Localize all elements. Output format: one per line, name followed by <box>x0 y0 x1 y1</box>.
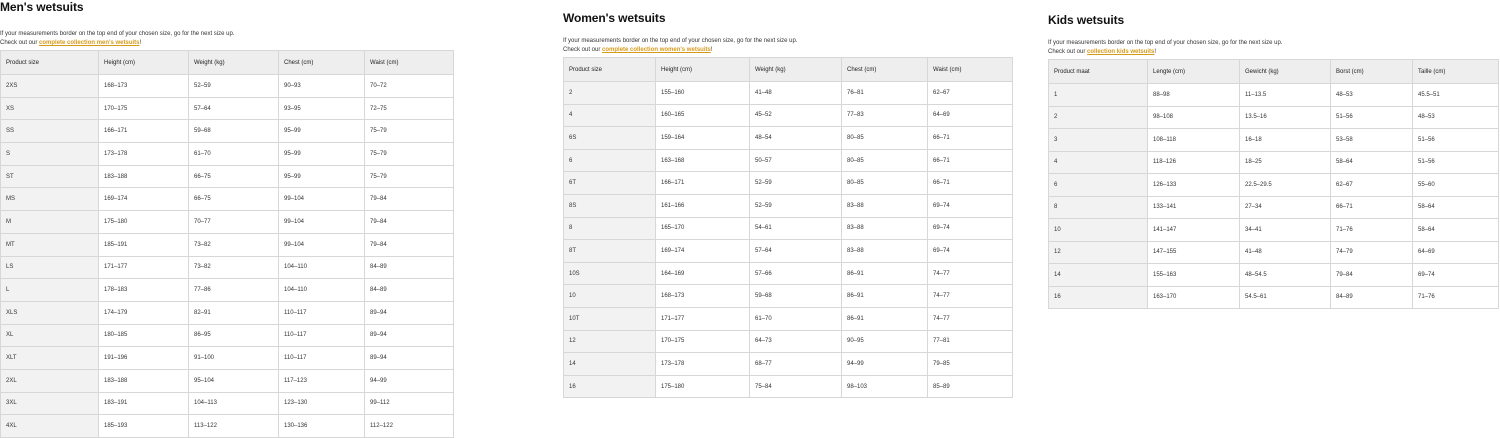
measurement-cell: 94–99 <box>842 353 928 376</box>
measurement-cell: 98–108 <box>1148 106 1240 129</box>
measurement-cell: 99–104 <box>279 233 365 256</box>
measurement-cell: 58–64 <box>1331 151 1413 174</box>
measurement-cell: 74–77 <box>928 307 1013 330</box>
measurement-cell: 55–60 <box>1413 174 1499 197</box>
column-header: Lengte (cm) <box>1148 60 1240 84</box>
measurement-cell: 88–98 <box>1148 84 1240 107</box>
measurement-cell: 160–165 <box>656 104 750 127</box>
measurement-cell: 86–91 <box>842 307 928 330</box>
measurement-cell: 13.5–16 <box>1240 106 1331 129</box>
size-cell: 14 <box>564 353 656 376</box>
measurement-cell: 69–74 <box>928 240 1013 263</box>
column-header: Chest (cm) <box>842 58 928 82</box>
measurement-cell: 99–104 <box>279 211 365 234</box>
column-header: Waist (cm) <box>365 51 454 75</box>
table-row <box>564 330 1013 353</box>
column-header: Product size <box>564 58 656 82</box>
measurement-cell: 104–113 <box>189 392 279 415</box>
table-row <box>564 353 1013 376</box>
table-row <box>564 104 1013 127</box>
table-row <box>1 256 454 279</box>
table-row <box>1 120 454 143</box>
size-cell: 10 <box>564 285 656 308</box>
table-header-row <box>1 51 454 75</box>
measurement-cell: 66–75 <box>189 165 279 188</box>
column-header: Taille (cm) <box>1413 60 1499 84</box>
measurement-cell: 59–68 <box>189 120 279 143</box>
measurement-cell: 77–81 <box>928 330 1013 353</box>
measurement-cell: 113–122 <box>189 415 279 438</box>
column-header: Borst (cm) <box>1331 60 1413 84</box>
measurement-cell: 75–79 <box>365 120 454 143</box>
table-header-row <box>564 58 1013 82</box>
womens-size-table <box>563 57 1013 398</box>
measurement-cell: 82–91 <box>189 301 279 324</box>
measurement-cell: 83–88 <box>842 240 928 263</box>
size-cell: 12 <box>1049 241 1148 264</box>
table-row <box>1 301 454 324</box>
measurement-cell: 183–188 <box>99 165 189 188</box>
column-header: Product size <box>1 51 99 75</box>
size-cell: 3XL <box>1 392 99 415</box>
measurement-cell: 69–74 <box>928 194 1013 217</box>
kids-intro <box>1048 39 1499 57</box>
size-cell: 10T <box>564 307 656 330</box>
measurement-cell: 51–56 <box>1331 106 1413 129</box>
measurement-cell: 171–177 <box>656 307 750 330</box>
measurement-cell: 95–99 <box>279 120 365 143</box>
measurement-cell: 99–104 <box>279 188 365 211</box>
measurement-cell: 104–110 <box>279 256 365 279</box>
measurement-cell: 79–84 <box>365 188 454 211</box>
column-header: Product maat <box>1049 60 1148 84</box>
measurement-cell: 45–52 <box>750 104 842 127</box>
size-cell: 2XL <box>1 369 99 392</box>
measurement-cell: 80–85 <box>842 149 928 172</box>
mens-intro <box>0 30 454 48</box>
measurement-cell: 53–58 <box>1331 129 1413 152</box>
measurement-cell: 89–94 <box>365 347 454 370</box>
measurement-cell: 73–82 <box>189 233 279 256</box>
size-cell: M <box>1 211 99 234</box>
womens-check-line <box>563 46 1013 55</box>
table-row <box>1 279 454 302</box>
measurement-cell: 50–57 <box>750 149 842 172</box>
table-row <box>564 217 1013 240</box>
measurement-cell: 94–99 <box>365 369 454 392</box>
measurement-cell: 84–89 <box>1331 286 1413 309</box>
measurement-cell: 74–77 <box>928 262 1013 285</box>
measurement-cell: 75–84 <box>750 375 842 398</box>
measurement-cell: 69–74 <box>928 217 1013 240</box>
measurement-cell: 52–59 <box>750 172 842 195</box>
measurement-cell: 112–122 <box>365 415 454 438</box>
womens-collection-link[interactable]: complete collection women's wetsuits <box>602 47 711 53</box>
table-row <box>564 127 1013 150</box>
measurement-cell: 173–178 <box>656 353 750 376</box>
measurement-cell: 155–160 <box>656 82 750 105</box>
table-row <box>1 97 454 120</box>
measurement-cell: 95–99 <box>279 165 365 188</box>
measurement-cell: 66–71 <box>1331 196 1413 219</box>
size-cell: 3 <box>1049 129 1148 152</box>
size-cell: 14 <box>1049 264 1148 287</box>
table-row <box>1049 241 1499 264</box>
measurement-cell: 165–170 <box>656 217 750 240</box>
measurement-cell: 57–64 <box>750 240 842 263</box>
measurement-cell: 174–179 <box>99 301 189 324</box>
kids-intro-text: If your measurements border on the top end of your chosen size, go for the next size up. <box>1048 40 1283 46</box>
measurement-cell: 34–41 <box>1240 219 1331 242</box>
table-row <box>564 285 1013 308</box>
measurement-cell: 77–83 <box>842 104 928 127</box>
kids-section <box>1048 13 1499 309</box>
measurement-cell: 104–110 <box>279 279 365 302</box>
size-cell: 16 <box>564 375 656 398</box>
size-cell: LS <box>1 256 99 279</box>
measurement-cell: 48–53 <box>1413 106 1499 129</box>
mens-collection-link[interactable]: complete collection men's wetsuits <box>39 40 140 46</box>
measurement-cell: 54.5–61 <box>1240 286 1331 309</box>
table-row <box>1049 84 1499 107</box>
measurement-cell: 27–34 <box>1240 196 1331 219</box>
measurement-cell: 74–77 <box>928 285 1013 308</box>
measurement-cell: 66–75 <box>189 188 279 211</box>
table-row <box>564 307 1013 330</box>
measurement-cell: 98–103 <box>842 375 928 398</box>
womens-check-prefix: Check out our <box>563 47 603 53</box>
measurement-cell: 70–72 <box>365 75 454 98</box>
measurement-cell: 171–177 <box>99 256 189 279</box>
measurement-cell: 86–91 <box>842 285 928 308</box>
measurement-cell: 73–82 <box>189 256 279 279</box>
measurement-cell: 71–76 <box>1331 219 1413 242</box>
table-row <box>564 375 1013 398</box>
measurement-cell: 48–54.5 <box>1240 264 1331 287</box>
table-row <box>1 324 454 347</box>
measurement-cell: 64–69 <box>1413 241 1499 264</box>
measurement-cell: 66–71 <box>928 172 1013 195</box>
measurement-cell: 86–95 <box>189 324 279 347</box>
measurement-cell: 61–70 <box>750 307 842 330</box>
table-row <box>564 240 1013 263</box>
table-row <box>1 233 454 256</box>
table-row <box>1 211 454 234</box>
measurement-cell: 61–70 <box>189 143 279 166</box>
measurement-cell: 86–91 <box>842 262 928 285</box>
kids-title: Kids wetsuits <box>1048 13 1125 27</box>
size-cell: 2 <box>564 82 656 105</box>
measurement-cell: 108–118 <box>1148 129 1240 152</box>
measurement-cell: 169–174 <box>656 240 750 263</box>
table-row <box>564 149 1013 172</box>
size-cell: 8S <box>564 194 656 217</box>
size-cell: 8 <box>1049 196 1148 219</box>
measurement-cell: 141–147 <box>1148 219 1240 242</box>
measurement-cell: 18–25 <box>1240 151 1331 174</box>
mens-check-prefix: Check out our <box>0 40 40 46</box>
mens-title: Men's wetsuits <box>0 0 84 14</box>
measurement-cell: 79–85 <box>928 353 1013 376</box>
measurement-cell: 168–173 <box>656 285 750 308</box>
measurement-cell: 123–130 <box>279 392 365 415</box>
kids-size-table <box>1048 59 1499 309</box>
measurement-cell: 118–126 <box>1148 151 1240 174</box>
measurement-cell: 52–59 <box>750 194 842 217</box>
measurement-cell: 64–73 <box>750 330 842 353</box>
measurement-cell: 84–89 <box>365 256 454 279</box>
column-header: Height (cm) <box>99 51 189 75</box>
measurement-cell: 169–174 <box>99 188 189 211</box>
measurement-cell: 130–136 <box>279 415 365 438</box>
measurement-cell: 168–173 <box>99 75 189 98</box>
measurement-cell: 16–18 <box>1240 129 1331 152</box>
measurement-cell: 41–48 <box>750 82 842 105</box>
size-cell: XLS <box>1 301 99 324</box>
table-row <box>1049 151 1499 174</box>
measurement-cell: 175–180 <box>656 375 750 398</box>
measurement-cell: 178–183 <box>99 279 189 302</box>
table-row <box>564 172 1013 195</box>
womens-intro <box>563 37 1013 55</box>
measurement-cell: 155–163 <box>1148 264 1240 287</box>
table-row <box>1 165 454 188</box>
measurement-cell: 89–94 <box>365 301 454 324</box>
table-row <box>1 75 454 98</box>
table-row <box>564 194 1013 217</box>
measurement-cell: 59–68 <box>750 285 842 308</box>
size-cell: SS <box>1 120 99 143</box>
measurement-cell: 54–61 <box>750 217 842 240</box>
womens-intro-text: If your measurements border on the top end of your chosen size, go for the next size up. <box>563 38 798 44</box>
measurement-cell: 95–104 <box>189 369 279 392</box>
column-header: Weight (kg) <box>189 51 279 75</box>
size-cell: 10 <box>1049 219 1148 242</box>
table-row <box>564 82 1013 105</box>
size-cell: 1 <box>1049 84 1148 107</box>
measurement-cell: 95–99 <box>279 143 365 166</box>
measurement-cell: 66–71 <box>928 127 1013 150</box>
measurement-cell: 166–171 <box>656 172 750 195</box>
measurement-cell: 72–75 <box>365 97 454 120</box>
table-row <box>1049 286 1499 309</box>
measurement-cell: 51–56 <box>1413 151 1499 174</box>
table-row <box>1049 264 1499 287</box>
table-row <box>564 262 1013 285</box>
column-header: Height (cm) <box>656 58 750 82</box>
measurement-cell: 41–48 <box>1240 241 1331 264</box>
measurement-cell: 79–84 <box>1331 264 1413 287</box>
measurement-cell: 62–67 <box>1331 174 1413 197</box>
measurement-cell: 175–180 <box>99 211 189 234</box>
mens-section <box>0 0 454 438</box>
measurement-cell: 64–69 <box>928 104 1013 127</box>
measurement-cell: 69–74 <box>1413 264 1499 287</box>
size-cell: 6 <box>564 149 656 172</box>
measurement-cell: 52–59 <box>189 75 279 98</box>
measurement-cell: 110–117 <box>279 324 365 347</box>
size-cell: 8T <box>564 240 656 263</box>
size-cell: ST <box>1 165 99 188</box>
measurement-cell: 83–88 <box>842 194 928 217</box>
measurement-cell: 84–89 <box>365 279 454 302</box>
measurement-cell: 58–64 <box>1413 196 1499 219</box>
measurement-cell: 68–77 <box>750 353 842 376</box>
column-header: Waist (cm) <box>928 58 1013 82</box>
womens-title: Women's wetsuits <box>563 11 666 25</box>
measurement-cell: 48–53 <box>1331 84 1413 107</box>
measurement-cell: 91–100 <box>189 347 279 370</box>
size-cell: MT <box>1 233 99 256</box>
measurement-cell: 83–88 <box>842 217 928 240</box>
size-cell: 6S <box>564 127 656 150</box>
table-row <box>1049 196 1499 219</box>
measurement-cell: 183–191 <box>99 392 189 415</box>
size-cell: 6T <box>564 172 656 195</box>
size-cell: 8 <box>564 217 656 240</box>
table-row <box>1 347 454 370</box>
measurement-cell: 90–95 <box>842 330 928 353</box>
measurement-cell: 173–178 <box>99 143 189 166</box>
measurement-cell: 117–123 <box>279 369 365 392</box>
measurement-cell: 99–112 <box>365 392 454 415</box>
measurement-cell: 70–77 <box>189 211 279 234</box>
table-row <box>1049 219 1499 242</box>
measurement-cell: 163–170 <box>1148 286 1240 309</box>
measurement-cell: 93–95 <box>279 97 365 120</box>
measurement-cell: 48–54 <box>750 127 842 150</box>
table-row <box>1 392 454 415</box>
measurement-cell: 75–79 <box>365 143 454 166</box>
column-header: Chest (cm) <box>279 51 365 75</box>
size-cell: 4 <box>564 104 656 127</box>
measurement-cell: 80–85 <box>842 127 928 150</box>
measurement-cell: 89–94 <box>365 324 454 347</box>
size-cell: 10S <box>564 262 656 285</box>
table-header-row <box>1049 60 1499 84</box>
size-cell: XS <box>1 97 99 120</box>
measurement-cell: 58–64 <box>1413 219 1499 242</box>
measurement-cell: 80–85 <box>842 172 928 195</box>
table-row <box>1 188 454 211</box>
measurement-cell: 77–86 <box>189 279 279 302</box>
measurement-cell: 90–93 <box>279 75 365 98</box>
measurement-cell: 62–67 <box>928 82 1013 105</box>
measurement-cell: 164–169 <box>656 262 750 285</box>
measurement-cell: 74–79 <box>1331 241 1413 264</box>
measurement-cell: 79–84 <box>365 211 454 234</box>
measurement-cell: 126–133 <box>1148 174 1240 197</box>
womens-check-suffix: ! <box>710 47 713 53</box>
column-header: Weight (kg) <box>750 58 842 82</box>
size-cell: 4XL <box>1 415 99 438</box>
table-row <box>1 369 454 392</box>
measurement-cell: 75–79 <box>365 165 454 188</box>
kids-check-prefix: Check out our <box>1048 49 1088 55</box>
measurement-cell: 57–66 <box>750 262 842 285</box>
measurement-cell: 183–188 <box>99 369 189 392</box>
mens-size-table <box>0 50 454 438</box>
measurement-cell: 71–76 <box>1413 286 1499 309</box>
measurement-cell: 161–166 <box>656 194 750 217</box>
measurement-cell: 45.5–51 <box>1413 84 1499 107</box>
table-row <box>1 415 454 438</box>
size-cell: XL <box>1 324 99 347</box>
size-cell: 2 <box>1049 106 1148 129</box>
measurement-cell: 51–56 <box>1413 129 1499 152</box>
kids-check-line <box>1048 48 1499 57</box>
measurement-cell: 133–141 <box>1148 196 1240 219</box>
measurement-cell: 166–171 <box>99 120 189 143</box>
size-cell: 4 <box>1049 151 1148 174</box>
measurement-cell: 22.5–29.5 <box>1240 174 1331 197</box>
table-row <box>1049 174 1499 197</box>
measurement-cell: 170–175 <box>656 330 750 353</box>
measurement-cell: 163–168 <box>656 149 750 172</box>
measurement-cell: 76–81 <box>842 82 928 105</box>
measurement-cell: 110–117 <box>279 301 365 324</box>
measurement-cell: 170–175 <box>99 97 189 120</box>
kids-check-suffix: ! <box>1154 49 1157 55</box>
measurement-cell: 110–117 <box>279 347 365 370</box>
womens-section <box>563 11 1013 398</box>
measurement-cell: 180–185 <box>99 324 189 347</box>
size-cell: 2XS <box>1 75 99 98</box>
measurement-cell: 79–84 <box>365 233 454 256</box>
kids-collection-link[interactable]: collection kids wetsuits <box>1087 49 1155 55</box>
size-cell: XLT <box>1 347 99 370</box>
size-cell: 12 <box>564 330 656 353</box>
size-cell: MS <box>1 188 99 211</box>
size-cell: 16 <box>1049 286 1148 309</box>
measurement-cell: 159–164 <box>656 127 750 150</box>
measurement-cell: 185–191 <box>99 233 189 256</box>
measurement-cell: 66–71 <box>928 149 1013 172</box>
table-row <box>1049 106 1499 129</box>
column-header: Gewicht (kg) <box>1240 60 1331 84</box>
mens-check-line <box>0 39 454 48</box>
measurement-cell: 57–64 <box>189 97 279 120</box>
table-row <box>1 143 454 166</box>
measurement-cell: 147–155 <box>1148 241 1240 264</box>
size-cell: S <box>1 143 99 166</box>
measurement-cell: 85–89 <box>928 375 1013 398</box>
mens-intro-text: If your measurements border on the top end of your chosen size, go for the next size up. <box>0 31 235 37</box>
table-row <box>1049 129 1499 152</box>
measurement-cell: 191–196 <box>99 347 189 370</box>
mens-check-suffix: ! <box>139 40 142 46</box>
measurement-cell: 185–193 <box>99 415 189 438</box>
size-cell: L <box>1 279 99 302</box>
size-cell: 6 <box>1049 174 1148 197</box>
measurement-cell: 11–13.5 <box>1240 84 1331 107</box>
